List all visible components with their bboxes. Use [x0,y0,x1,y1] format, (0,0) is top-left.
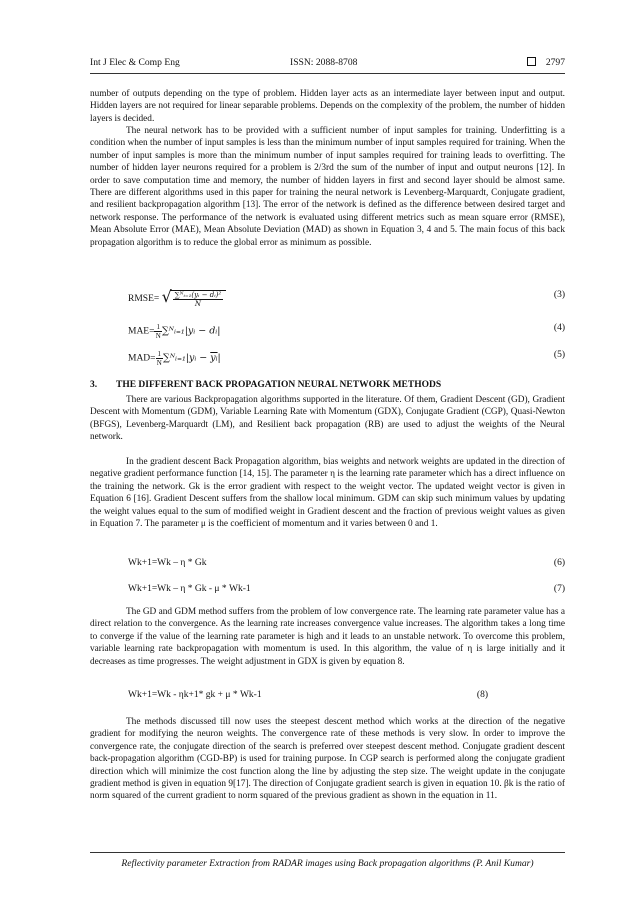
rmse-numerator: √ ∑ᴺᵢ₌₁(yᵢ − dᵢ)² [174,291,222,299]
mad-body [163,353,221,364]
eq7-text: Wk+1=Wk – η * Gk - μ * Wk-1 [128,584,251,594]
paragraph-2: The neural network has to be provided with a sufficient number of input samples for training. Underfitting is a condition when the number of input samples is less than the minimum number of input samples required for training. When the number of input samples is more than the minimum number of input samples required for training leads to overfitting. The number of hidden layer neurons required for a problem is 2/3rd the sum of the number of input and output neurons [12]. In order to save computation time and memory, the number of hidden layers in first and second layer should be almost same. There are different algorithms used in this paper for training the neural network is Levenberg-Marquardt, Conjugate gradient, and resilient backpropagation algorithm [13]. The error of the network is defined as the difference between desired target and network response. The performance of the network is evaluated using different metrics such as mean square error (RMSE), Mean Absolute Error (MAE), Mean Absolute Deviation (MAD) as shown in Equation 3, 4 and 5. The main focus of this back propagation algorithm is to reduce the global error as minimum as possible. [90,126,565,248]
mad-frac-den: N [156,359,162,367]
rmse-sqrt [170,290,227,308]
paragraph-4: In the gradient descent Back Propagation algorithm, bias weights and network weights are updated in the direction of negative gradient performance function [14, 15]. The parameter η is the learning rate parameter which has a direct influence on the training the network. Gk is the error gradient with respect to the weight vector. The updated weight vector is given in Equation 6 [16]. Gradient Descent suffers from the shallow local minimum. GDM can skip such minimum values by updating the weight values equal to the sum of modified weight in Gradient descent and the fraction of previous weight values as given in Equation 7. The parameter μ is the coefficient of momentum and it varies between 0 and 1. [90,457,565,530]
running-footer: Reflectivity parameter Extraction from RADAR images using Back propagation algorithms (P. Anil Kumar) [121,858,534,869]
mae-label: MAE= [128,326,155,337]
section-number: 3. [90,380,98,390]
running-header [90,57,565,71]
mad-frac-num: 1 [157,350,162,358]
eq6-text: Wk+1=Wk – η * Gk [128,558,207,568]
equation-number-4: (4) [553,323,565,333]
rmse-denominator: N [194,300,201,308]
paragraph-6: The methods discussed till now uses the steepest descent method which works at the direction of the negative gradient for modifying the neuron weights. The convergence rate of these methods is very slow. In order to improve the convergence rate, the conjugate direction of the search is preferred over steepest descent method. Conjugate gradient descent back-propagation algorithm (CGD-BP) is used for training purpose. In CGP search is performed along the conjugate gradient direction which will minimize the cost function along the line by adjusting the step size. The weight update in the conjugate gradient method is given in equation 9[17]. The direction of Conjugate gradient search is given in equation 10. βk is the ratio of norm squared of the current gradient to norm squared of the previous gradient as shown in the equation in 11. [90,717,565,802]
equation-6 [128,558,565,572]
equation-number-7: (7) [553,584,565,594]
equation-number-8: (8) [476,690,488,700]
issn: ISSN: 2088-8708 [290,57,358,68]
mad-body-mean: $\overline{yᵢ}$ [210,352,218,364]
checkbox-icon [527,57,536,66]
paragraph-5: The GD and GDM method suffers from the problem of low convergence rate. The learning rate parameter value has a direct relation to the convergence. As the learning rate increases convergence value increases. The algorithm takes a long time to converge if the value of the learning rate parameter is high and it leads to an unstable network. To overcome this problem, variable learning rate backpropagation with momentum is used. In this algorithm, the value of η is large initially and it decreases as time progresses. The weight adjustment in GDX is given by equation 8. [90,607,565,667]
rmse-label: RMSE= [128,294,160,305]
eq8-text: Wk+1=Wk - ηk+1* gk + μ * Wk-1 [128,690,262,700]
page-number-group [527,57,565,68]
equation-mad [128,350,565,367]
mad-fraction [156,350,164,367]
equation-number-5: (5) [553,350,565,360]
mae-frac-num: 1 [156,323,160,331]
rmse-fraction [173,291,224,308]
equation-mae [128,323,565,340]
equation-number-3: (3) [553,290,565,300]
mad-body-a: ∑ᴺᵢ₌₁|yᵢ − [163,352,211,364]
page-number: 2797 [545,57,565,68]
mad-label: MAD= [128,353,156,364]
paragraph-3: There are various Backpropagation algorithms supported in the literature. Of them, Gradient Descent (GD), Gradient Descent with Momentum (GDM), Variable Learning Rate with Momentum (GDX), Conjugate Gradient (CGP), Quasi-Newton (BFGS), Levenberg-Marquardt (LM), and Resilient back propagation (RB) are used to adjust the weights of the Neural network. [90,395,565,443]
equation-rmse [128,290,565,308]
equation-number-6: (6) [553,558,565,568]
section-title: THE DIFFERENT BACK PROPAGATION NEURAL NETWORK METHODS [116,380,442,390]
mae-frac-den: N [155,332,161,340]
section-heading [90,380,441,390]
mae-body: ∑ᴺᵢ₌₁|yᵢ − dᵢ| [161,325,221,337]
journal-name: Int J Elec & Comp Eng [90,57,180,68]
mad-body-c: | [217,352,221,364]
equation-8 [128,690,488,704]
paragraph-1: number of outputs depending on the type of problem. Hidden layer acts as an intermediate layer between input and output. Hidden layers are not required for linear separable problems. Depends on the complexity of the problem, the number of hidden layers is decided. [90,89,565,124]
footer-divider [90,852,565,853]
mae-fraction [154,323,162,340]
header-divider [90,73,565,74]
equation-7 [128,584,565,598]
